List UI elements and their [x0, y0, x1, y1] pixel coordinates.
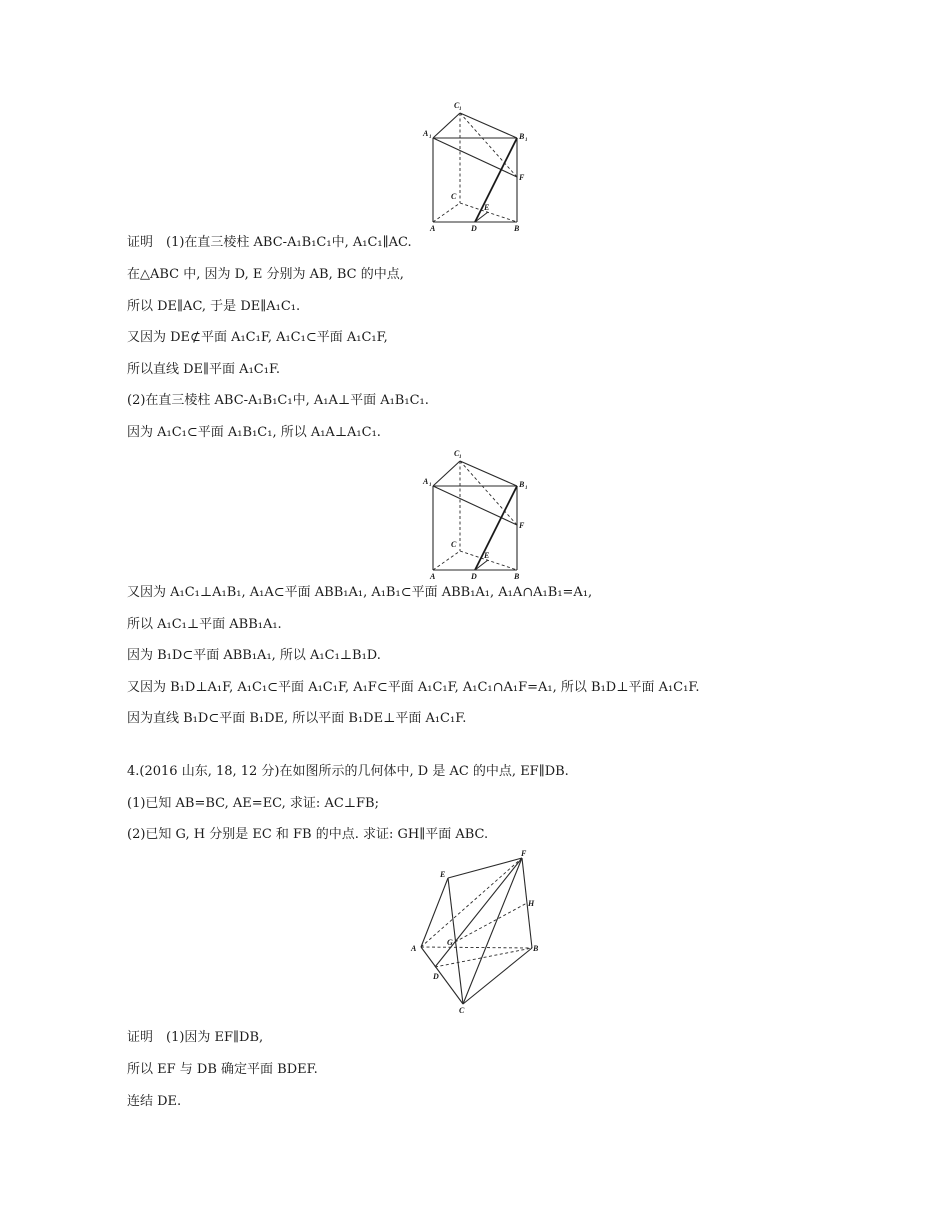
- label-B: B: [514, 572, 520, 581]
- label-C1: C: [454, 101, 460, 110]
- problem-line: (2)已知 G, H 分别是 EC 和 FB 的中点. 求证: GH∥平面 ABC.: [127, 827, 489, 842]
- label-A1: A: [423, 477, 429, 486]
- text-line: 所以直线 DE∥平面 A₁C₁F.: [127, 362, 281, 377]
- label-B: B: [533, 944, 539, 953]
- label-A: A: [411, 944, 417, 953]
- svg-text:1: 1: [429, 135, 432, 140]
- problem-line: 4.(2016 山东, 18, 12 分)在如图所示的几何体中, D 是 AC 的中点, EF∥DB.: [127, 764, 569, 779]
- label-A: A: [430, 224, 436, 233]
- label-C: C: [459, 1006, 465, 1014]
- text-line: 所以 EF 与 DB 确定平面 BDEF.: [127, 1062, 318, 1077]
- label-G: G: [447, 938, 453, 947]
- label-C: C: [451, 192, 457, 201]
- label-C1: C: [454, 449, 460, 458]
- label-E: E: [440, 870, 446, 879]
- label-D: D: [433, 972, 439, 981]
- label-F: F: [521, 849, 527, 858]
- text-line: 所以 A₁C₁⊥平面 ABB₁A₁.: [127, 617, 282, 632]
- text-line: 在△ABC 中, 因为 D, E 分别为 AB, BC 的中点,: [127, 267, 404, 282]
- text-line: 又因为 DE⊄平面 A₁C₁F, A₁C₁⊂平面 A₁C₁F,: [127, 330, 388, 345]
- label-F: F: [519, 173, 525, 182]
- prism-figure-2: [420, 446, 530, 582]
- text-line: 证明 (1)因为 EF∥DB,: [127, 1030, 264, 1045]
- text-line: 证明 (1)在直三棱柱 ABC-A₁B₁C₁中, A₁C₁∥AC.: [127, 235, 412, 250]
- text-line: 连结 DE.: [127, 1094, 182, 1109]
- svg-text:1: 1: [525, 486, 528, 491]
- label-B1: B: [519, 480, 525, 489]
- text-line: 因为 B₁D⊂平面 ABB₁A₁, 所以 A₁C₁⊥B₁D.: [127, 648, 381, 663]
- label-D: D: [471, 224, 477, 233]
- svg-text:1: 1: [525, 138, 528, 143]
- text-line: 又因为 A₁C₁⊥A₁B₁, A₁A⊂平面 ABB₁A₁, A₁B₁⊂平面 ABB₁A₁, A₁A∩A₁B₁=A₁,: [127, 585, 593, 600]
- label-B1: B: [519, 132, 525, 141]
- text-line: 因为 A₁C₁⊂平面 A₁B₁C₁, 所以 A₁A⊥A₁C₁.: [127, 425, 381, 440]
- label-B: B: [514, 224, 520, 233]
- text-line: (2)在直三棱柱 ABC-A₁B₁C₁中, A₁A⊥平面 A₁B₁C₁.: [127, 393, 429, 408]
- svg-text:1: 1: [459, 107, 462, 112]
- label-D: D: [471, 572, 477, 581]
- text-line: 因为直线 B₁D⊂平面 B₁DE, 所以平面 B₁DE⊥平面 A₁C₁F.: [127, 711, 467, 726]
- label-E: E: [484, 551, 490, 560]
- label-F: F: [519, 521, 525, 530]
- label-C: C: [451, 540, 457, 549]
- text-line: 所以 DE∥AC, 于是 DE∥A₁C₁.: [127, 299, 301, 314]
- label-E: E: [484, 203, 490, 212]
- text-line: 又因为 B₁D⊥A₁F, A₁C₁⊂平面 A₁C₁F, A₁F⊂平面 A₁C₁F, A₁C₁∩A₁F=A₁, 所以 B₁D⊥平面 A₁C₁F.: [127, 680, 700, 695]
- prism-figure-1: [420, 98, 530, 234]
- svg-text:1: 1: [429, 483, 432, 488]
- label-A1: A: [423, 129, 429, 138]
- svg-text:1: 1: [459, 455, 462, 460]
- label-A: A: [430, 572, 436, 581]
- problem-line: (1)已知 AB=BC, AE=EC, 求证: AC⊥FB;: [127, 796, 379, 811]
- polyhedron-figure: [405, 848, 545, 1014]
- label-H: H: [528, 899, 535, 908]
